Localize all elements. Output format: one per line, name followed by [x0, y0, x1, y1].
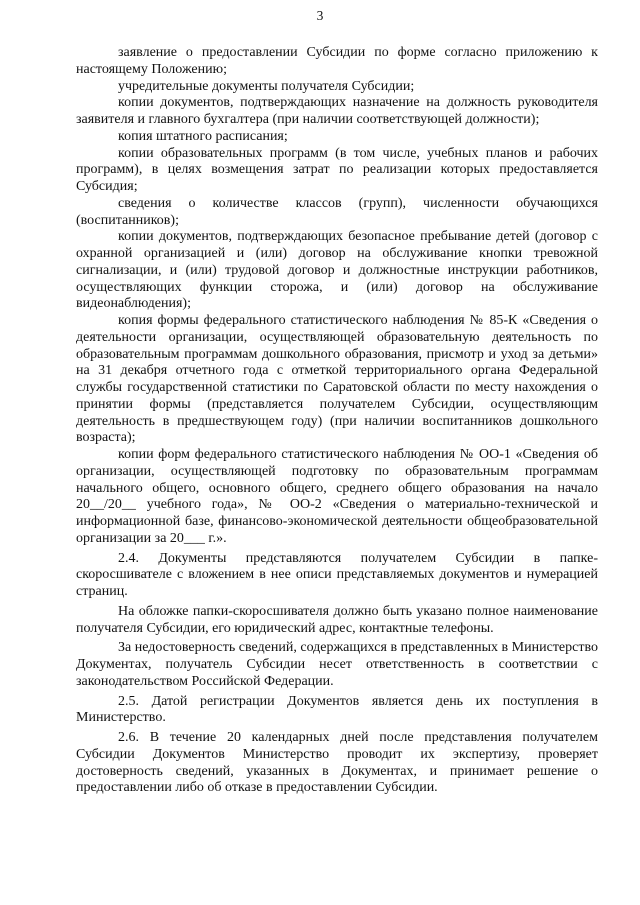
paragraph-class-counts: сведения о количестве классов (групп), численности обучающихся (воспитанников);	[76, 195, 598, 228]
paragraph-responsibility: За недостоверность сведений, содержащихся в представленных в Министерство Документах, получатель Субсидии несет ответственность в соответствии с законодательством Российской Федерации.	[76, 640, 598, 689]
document-body	[76, 45, 598, 797]
paragraph-educational-programs: копии образовательных программ (в том числе, учебных планов и рабочих программ), в целях возмещения затрат по реализации которых предоставляется Субсидия;	[76, 145, 598, 194]
paragraph-2-4: 2.4. Документы представляются получателем Субсидии в папке-скоросшивателе с вложением в нее описи представляемых документов и нумерацией страниц.	[76, 550, 598, 599]
paragraph-staff-schedule: копия штатного расписания;	[118, 128, 288, 144]
paragraph-forms-oo: копии форм федерального статистического наблюдения № ОО-1 «Сведения об организации, осуществляющей подготовку по образовательным программам начального общего, основного общего, среднего общего образования на начало 20__/20__ учебного года», № ОО-2 «Сведения о материально-технической и информационной базе, финансово-экономической деятельности общеобразовательной организации за 20___ г.».	[76, 447, 598, 546]
paragraph-form-85k: копия формы федерального статистического наблюдения № 85-К «Сведения о деятельности организации, осуществляющей образовательную деятельность по образовательным программам дошкольного образования, присмотр и уход за детьми» на 31 декабря отчетного года с отметкой территориального органа Федеральной службы государственной статистики по Саратовской области по месту нахождения о принятии формы (представляется получателем Субсидии, осуществляющим деятельность в предшествующем году) (при наличии воспитанников дошкольного возраста);	[76, 313, 598, 446]
paragraph-folder-cover: На обложке папки-скоросшивателя должно быть указано полное наименование получателя Субсидии, его юридический адрес, контактные телефоны.	[76, 603, 598, 636]
paragraph-constituent-documents: учредительные документы получателя Субсидии;	[118, 78, 415, 94]
paragraph-application: заявление о предоставлении Субсидии по форме согласно приложению к настоящему Положению;	[76, 45, 598, 77]
paragraph-appointment-documents: копии документов, подтверждающих назначение на должность руководителя заявителя и главного бухгалтера (при наличии соответствующей должности);	[76, 95, 598, 127]
page-number: 3	[316, 8, 324, 23]
paragraph-safety-documents: копии документов, подтверждающих безопасное пребывание детей (договор с охранной организацией и (или) договор на обслуживание кнопки тревожной сигнализации, и (или) трудовой договор и должностные инструкции работников, осуществляющих функции сторожа, и (или) договор на обслуживание видеонаблюдения);	[76, 229, 598, 312]
paragraph-2-6: 2.6. В течение 20 календарных дней после представления получателем Субсидии Документов Министерство проводит их экспертизу, проверяет достоверность сведений, указанных в Документах, и принимает решение о предоставлении либо об отказе в предоставлении Субсидии.	[76, 730, 598, 796]
paragraph-2-5: 2.5. Датой регистрации Документов является день их поступления в Министерство.	[76, 693, 598, 726]
